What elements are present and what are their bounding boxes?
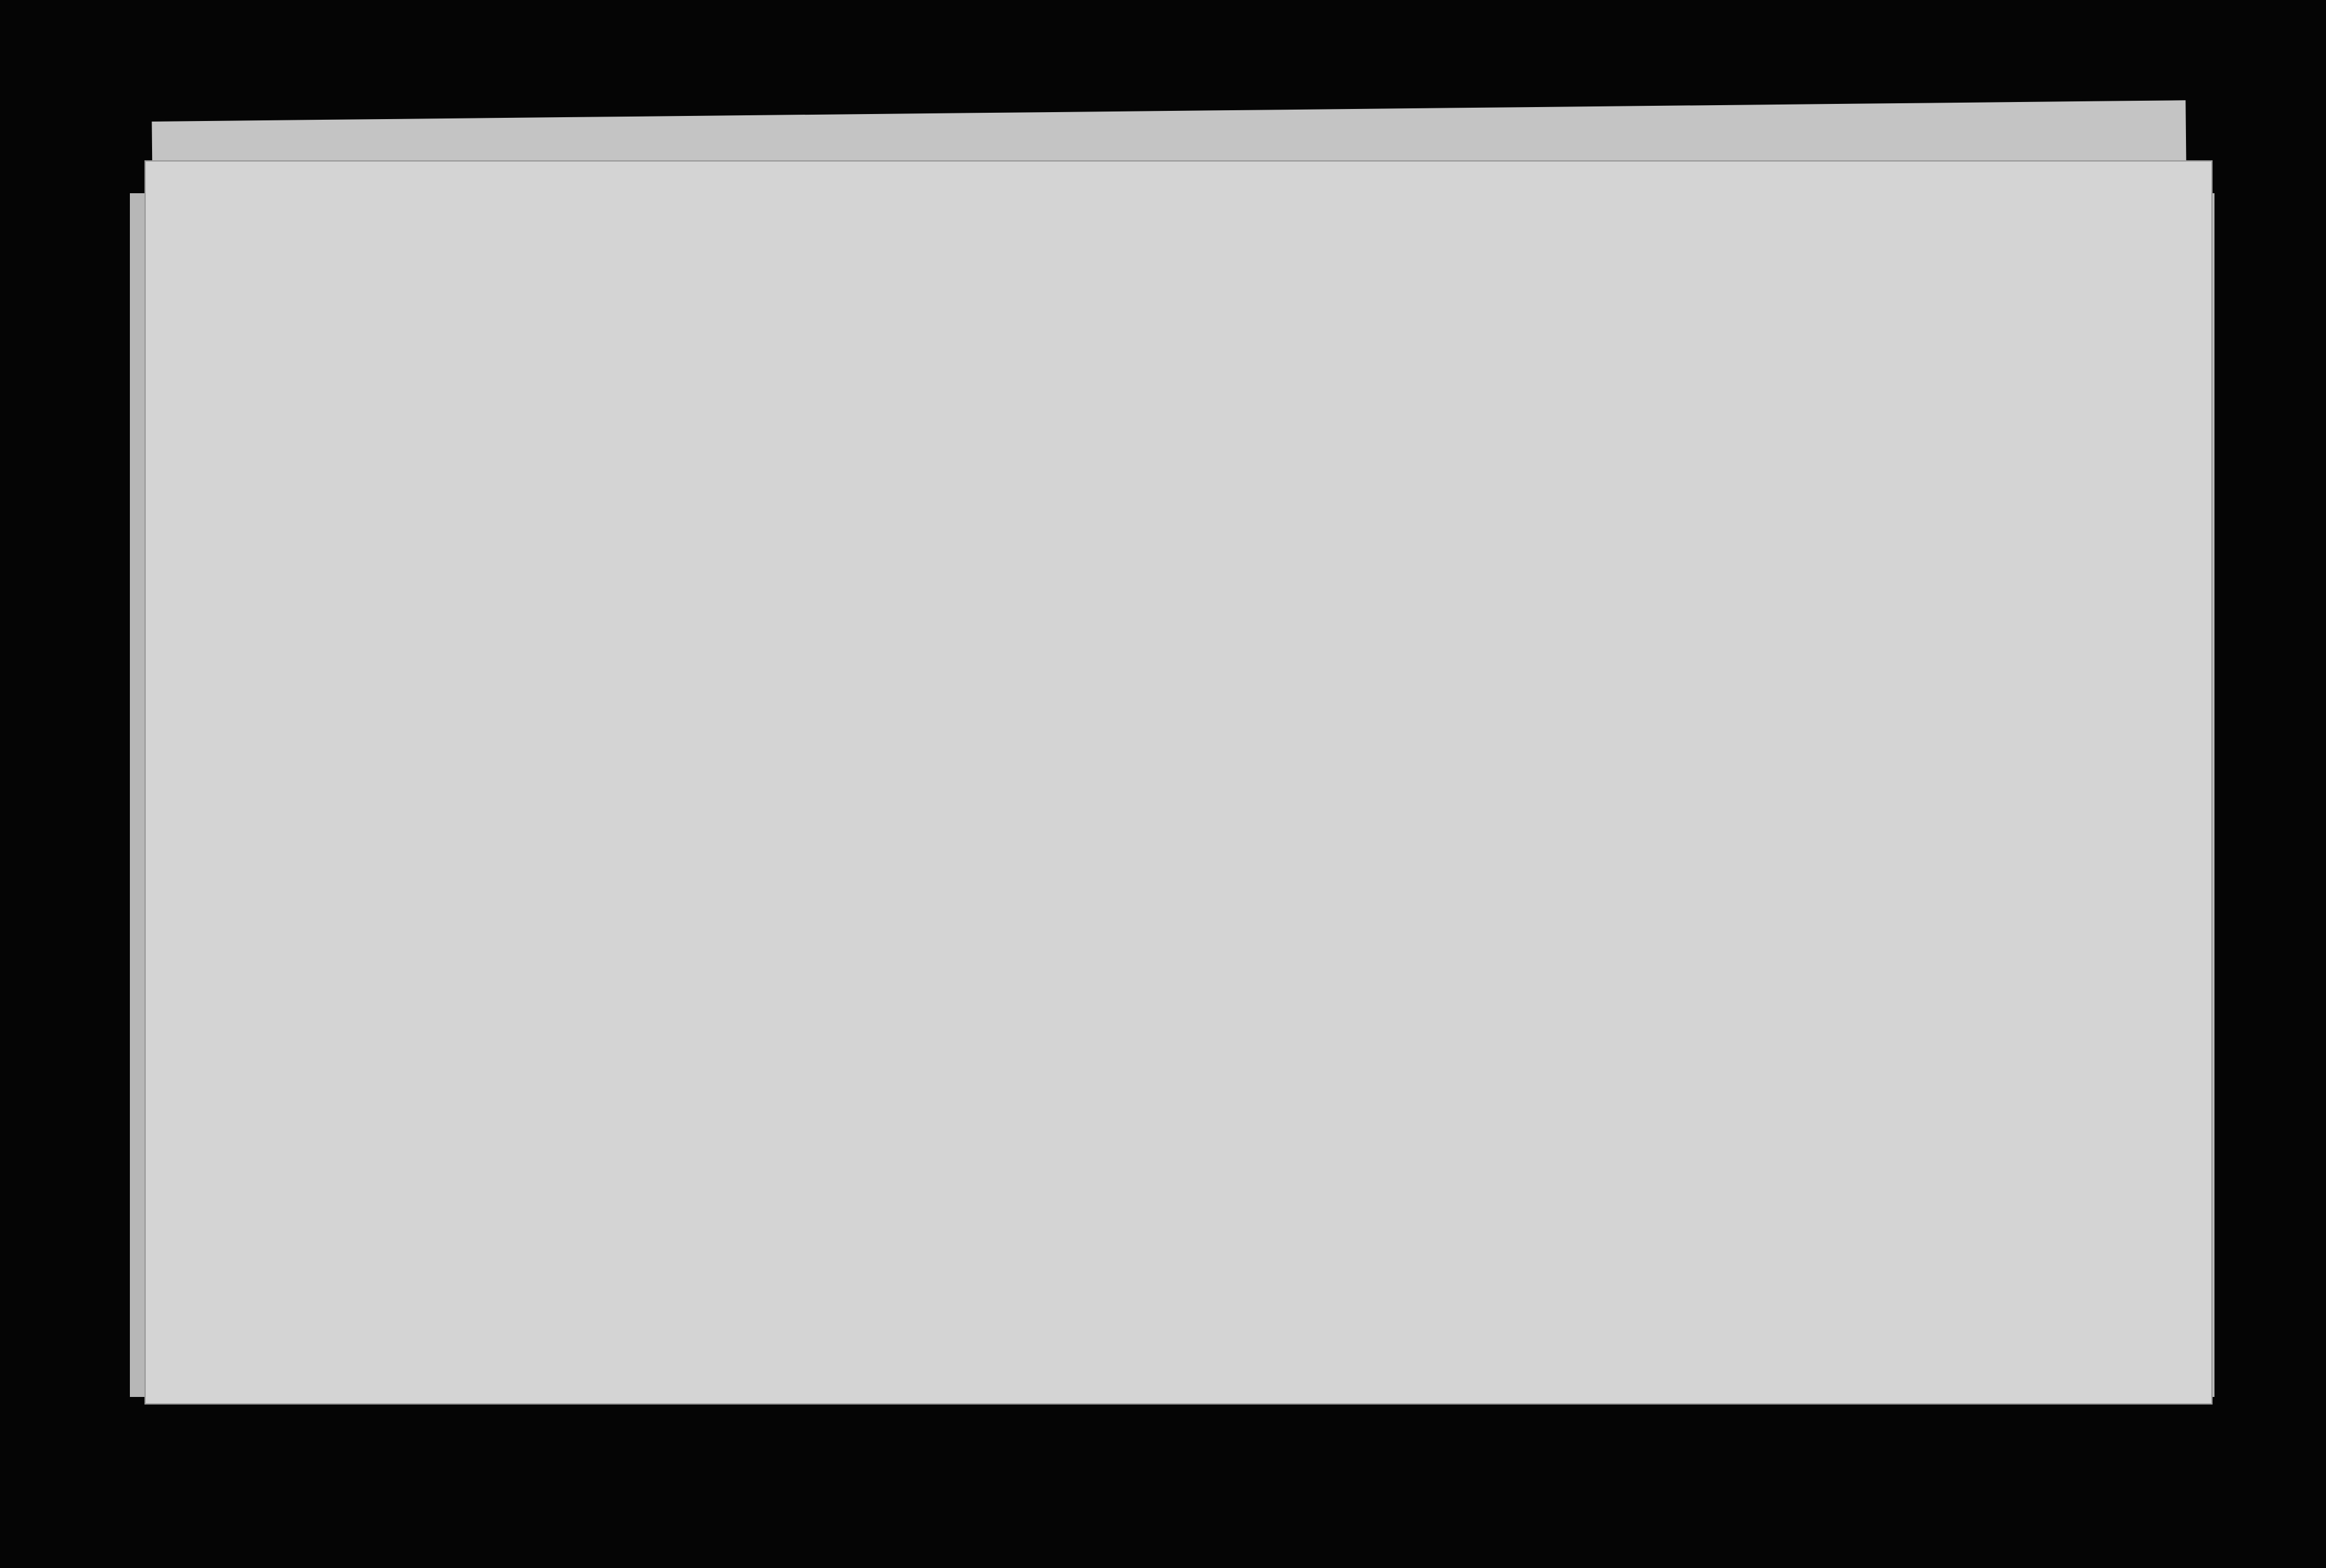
census-card: [146, 162, 2211, 1403]
crop-table: [181, 196, 2186, 494]
middle-section: [181, 494, 2186, 934]
lease-table: [181, 936, 2186, 1367]
